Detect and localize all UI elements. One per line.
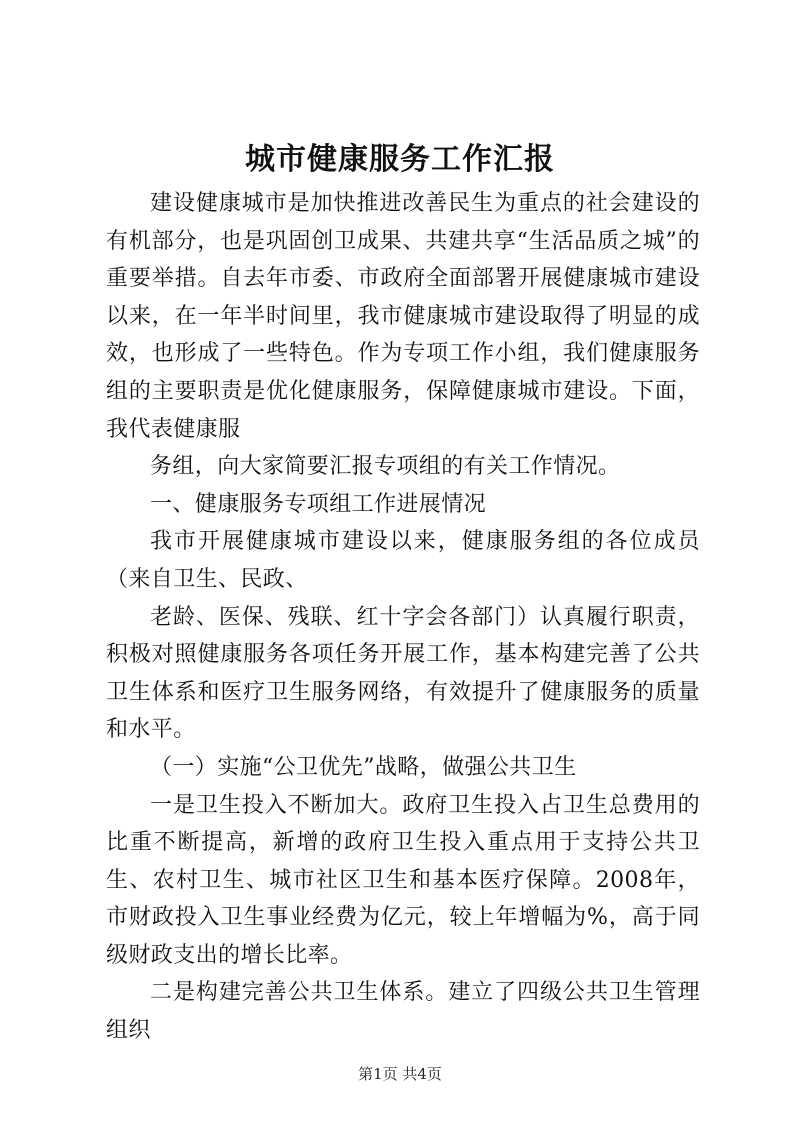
- paragraph-system: 二是构建完善公共卫生体系。建立了四级公共卫生管理组织: [106, 980, 700, 1044]
- paragraph-members: 我市开展健康城市建设以来，健康服务组的各位成员（来自卫生、民政、: [106, 529, 700, 592]
- paragraph-intro-continued: 务组，向大家简要汇报专项组的有关工作情况。: [150, 454, 621, 480]
- page-footer: 第1页 共4页: [358, 1065, 442, 1083]
- paragraph-members-continued: 老龄、医保、残联、红十字会各部门）认真履行职责，积极对照健康服务各项任务开展工作，基本构建完善了公共卫生体系和医疗卫生服务网络，有效提升了健康服务的质量和水平。: [106, 604, 700, 743]
- paragraph-intro: 建设健康城市是加快推进改善民生为重点的社会建设的有机部分，也是巩固创卫成果、共建共享“生活品质之城”的重要举措。自去年市委、市政府全面部署开展健康城市建设以来，在一年半时间里，我市健康城市建设取得了明显的成效，也形成了一些特色。作为专项工作小组，我们健康服务组的主要职责是优化健康服务，保障健康城市建设。下面，我代表健康服: [106, 191, 700, 442]
- section-heading-1: 一、健康服务专项组工作进展情况: [150, 491, 487, 517]
- document-body: [106, 185, 700, 1050]
- subsection-heading-1: （一）实施“公卫优先”战略，做强公共卫生: [150, 754, 577, 780]
- document-title: 城市健康服务工作汇报: [245, 142, 555, 177]
- paragraph-investment: 一是卫生投入不断加大。政府卫生投入占卫生总费用的比重不断提高，新增的政府卫生投入重点用于支持公共卫生、农村卫生、城市社区卫生和基本医疗保障。2008年，市财政投入卫生事业经费为亿元，较上年增幅为%，高于同级财政支出的增长比率。: [106, 792, 700, 968]
